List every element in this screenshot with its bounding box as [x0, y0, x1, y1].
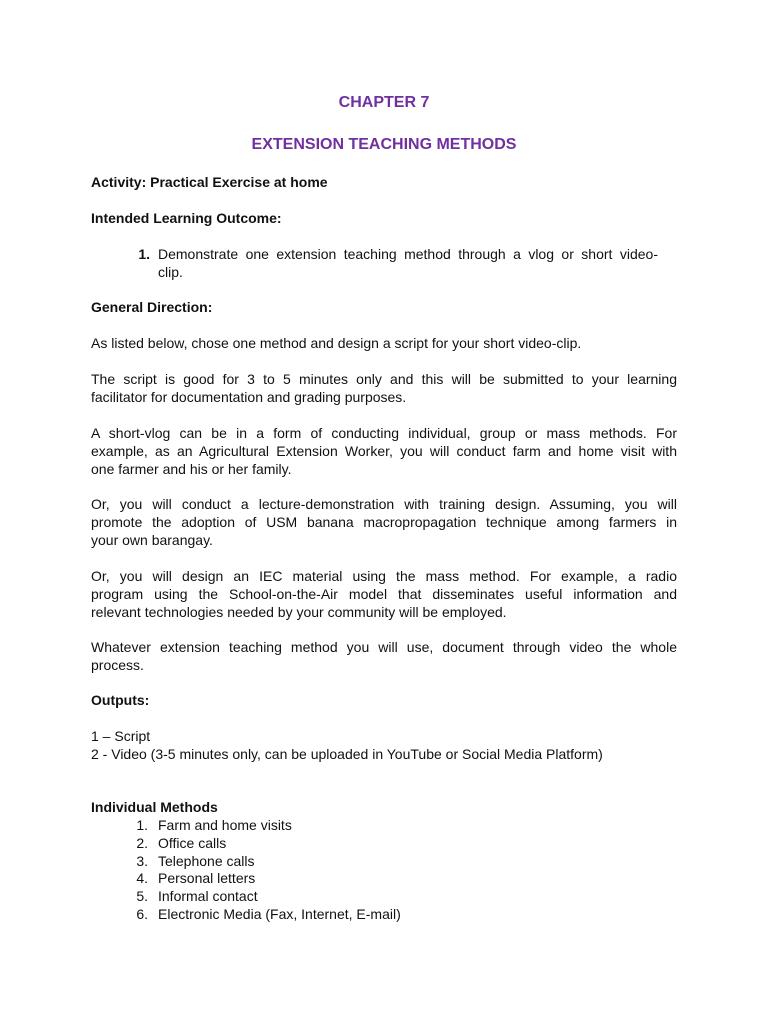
- general-direction-heading: General Direction:: [91, 299, 213, 315]
- list-item: Farm and home visits: [158, 817, 292, 833]
- list-item-number: 1.: [136, 817, 148, 833]
- list-item: Informal contact: [158, 888, 258, 904]
- list-item: Telephone calls: [158, 853, 255, 869]
- outputs-heading: Outputs:: [91, 692, 150, 708]
- paragraph-line: As listed below, chose one method and design a script for your short video-clip.: [91, 335, 582, 351]
- output-item: 2 - Video (3-5 minutes only, can be uploaded in YouTube or Social Media Platform): [91, 746, 603, 762]
- paragraph-line: promote the adoption of USM banana macropropagation technique among farmers in: [91, 514, 677, 530]
- list-item-number: 5.: [136, 888, 148, 904]
- paragraph-line: facilitator for documentation and grading purposes.: [91, 389, 407, 405]
- paragraph-line: Or, you will conduct a lecture-demonstration with training design. Assuming, you will: [91, 496, 677, 512]
- list-item-number: 2.: [136, 835, 148, 851]
- activity-line: Activity: Practical Exercise at home: [91, 174, 328, 190]
- chapter-label: CHAPTER 7: [338, 94, 430, 111]
- paragraph-line: The script is good for 3 to 5 minutes only and this will be submitted to your learning: [91, 371, 677, 387]
- list-item: Personal letters: [158, 870, 256, 886]
- ilo-heading: Intended Learning Outcome:: [91, 210, 282, 226]
- ilo-item-number: 1.: [138, 246, 150, 262]
- paragraph-line: program using the School-on-the-Air model that disseminates useful information and: [91, 586, 677, 602]
- paragraph-line: process.: [91, 657, 144, 673]
- list-item-number: 4.: [136, 870, 148, 886]
- list-item: Electronic Media (Fax, Internet, E-mail): [158, 906, 401, 922]
- paragraph-line: example, as an Agricultural Extension Worker, you will conduct farm and home visit with: [91, 443, 677, 459]
- individual-methods-heading: Individual Methods: [91, 799, 218, 815]
- paragraph-line: one farmer and his or her family.: [91, 461, 292, 477]
- output-item: 1 – Script: [91, 728, 151, 744]
- paragraph-line: your own barangay.: [91, 532, 213, 548]
- paragraph-line: Whatever extension teaching method you will use, document through video the whole: [91, 639, 677, 655]
- ilo-item-text-continued: clip.: [158, 264, 183, 280]
- paragraph-line: relevant technologies needed by your community will be employed.: [91, 604, 507, 620]
- paragraph-line: A short-vlog can be in a form of conducting individual, group or mass methods. For: [91, 425, 677, 441]
- list-item-number: 3.: [136, 853, 148, 869]
- chapter-title: EXTENSION TEACHING METHODS: [251, 136, 517, 153]
- paragraph-line: Or, you will design an IEC material using the mass method. For example, a radio: [91, 568, 677, 584]
- list-item: Office calls: [158, 835, 227, 851]
- list-item-number: 6.: [136, 906, 148, 922]
- ilo-item-text: Demonstrate one extension teaching method through a vlog or short video-: [158, 246, 658, 262]
